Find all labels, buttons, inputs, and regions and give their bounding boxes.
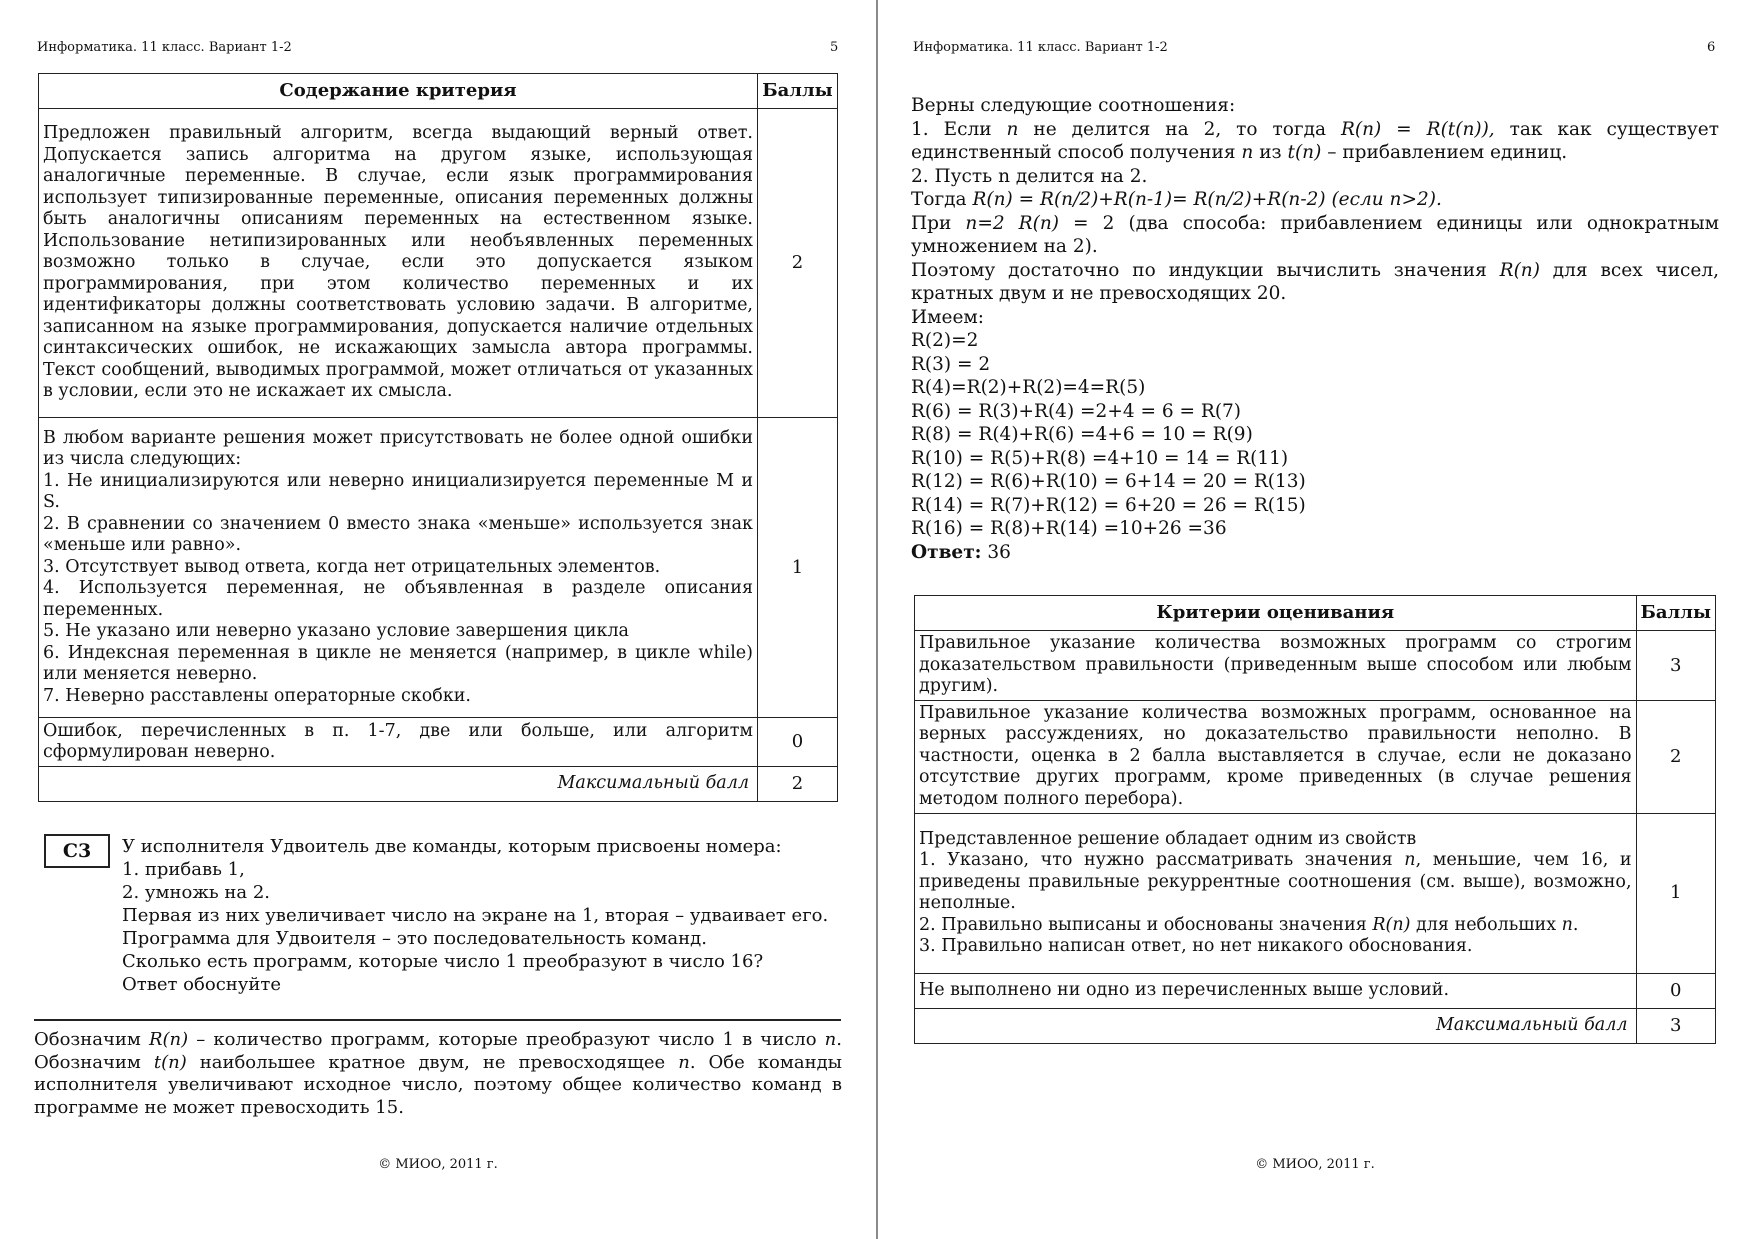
text: = 2 (два способа: прибавлением единицы или однократным умножением на 2). bbox=[911, 212, 1720, 257]
text: для небольших bbox=[1410, 914, 1562, 935]
criteria-table-right bbox=[914, 595, 1716, 1044]
list-item: 1. Не инициализируются или неверно инициализируется переменные M и S. bbox=[43, 470, 753, 513]
list-item: 7. Неверно расставлены операторные скобки. bbox=[43, 685, 471, 706]
text: наибольшее кратное двум, не превосходящее bbox=[186, 1051, 679, 1073]
solution-intro bbox=[34, 1029, 842, 1119]
equation: R(12) = R(6)+R(10) = 6+14 = 20 = R(13) bbox=[911, 471, 1306, 492]
table-row bbox=[915, 700, 1716, 813]
formula: R(n) bbox=[148, 1029, 189, 1050]
criterion-score: 1 bbox=[758, 418, 838, 718]
text: Обозначим bbox=[34, 1029, 149, 1050]
criterion-text: Предложен правильный алгоритм, всегда выдающий верный ответ. Допускается запись алгоритма на другом языке, использующая аналогичные переменные. В случае, если язык программирования использует типизированные переменные, описания переменных должны быть аналогичны описаниям переменных на естественном языке. Использование нетипизированных или необъявленных переменных возможно только в случае, если это допускается языком программирования, при этом количество переменных и их идентификаторы должны соответствовать условию задачи. В алгоритме, записанном на языке программирования, допускается наличие отдельных синтаксических ошибок, не искажающих замысла автора программы. Текст сообщений, выводимых программой, может отличаться от указанных в условии, если это не искажает их смысла. bbox=[39, 109, 758, 418]
page-footer: © МИОО, 2011 г. bbox=[378, 1157, 498, 1172]
task-line: Ответ обоснуйте bbox=[122, 974, 281, 995]
max-score-label: Максимальный балл bbox=[915, 1008, 1637, 1043]
equation: R(2)=2 bbox=[911, 330, 979, 351]
criterion-text bbox=[915, 813, 1637, 973]
max-score-value: 2 bbox=[758, 767, 838, 802]
text: . Обе команды исполнителя увеличивают исходное число, поэтому общее количество команд в программе не может превосходить 15. bbox=[34, 1051, 842, 1118]
text: так как существует единственный способ получения bbox=[911, 118, 1719, 163]
solution-text bbox=[911, 94, 1719, 564]
table-row bbox=[39, 718, 838, 767]
text: не делится на 2, то тогда bbox=[1018, 118, 1341, 140]
solution-line: Верны следующие соотношения: bbox=[911, 95, 1236, 116]
criterion-text: Правильное указание количества возможных программ, основанное на верных рассуждениях, но доказательство правильности неполно. В частности, оценка в 2 балла выставляется в случае, если не доказано отсутствие других программ, кроме приведенных (в случае решения методом полного перебора). bbox=[915, 700, 1637, 813]
formula: n bbox=[1404, 850, 1416, 870]
criterion-score: 3 bbox=[1636, 631, 1715, 701]
text: . bbox=[1572, 914, 1579, 935]
table-row bbox=[39, 418, 838, 718]
page-header: Информатика. 11 класс. Вариант 1-2 bbox=[913, 40, 1168, 55]
formula: R(n) bbox=[1372, 914, 1411, 935]
formula: n bbox=[678, 1051, 690, 1073]
solution-line: Имеем: bbox=[911, 306, 985, 328]
answer-label: Ответ: bbox=[911, 541, 982, 563]
task-line: Первая из них увеличивает число на экране на 1, вторая – удваивает его. bbox=[122, 905, 829, 926]
text: из bbox=[1253, 142, 1288, 163]
solution-line bbox=[911, 259, 1719, 306]
equation: R(14) = R(7)+R(12) = 6+20 = 26 = R(15) bbox=[911, 494, 1306, 516]
table-row bbox=[915, 1008, 1716, 1043]
list-item: 4. Используется переменная, не объявленная в разделе описания переменных. bbox=[43, 578, 753, 620]
criterion-text: Ошибок, перечисленных в п. 1-7, две или больше, или алгоритм сформулирован неверно. bbox=[39, 718, 758, 767]
text: . Обозначим bbox=[34, 1029, 842, 1073]
list-item: 2. В сравнении со значением 0 вместо знака «меньше» используется знак «меньше или равно». bbox=[43, 513, 753, 556]
formula: R(n) = R(n/2)+R(n-1)= R(n/2)+R(n-2) (если n>2). bbox=[972, 189, 1442, 210]
task-line: Сколько есть программ, которые число 1 преобразуют в число 16? bbox=[122, 951, 764, 972]
solution-line bbox=[911, 188, 1719, 212]
text: – прибавлением единиц. bbox=[1321, 142, 1568, 163]
list-item: 6. Индексная переменная в цикле не меняется (например, в цикле while) или меняется неверно. bbox=[43, 642, 753, 685]
max-score-value: 3 bbox=[1636, 1008, 1715, 1043]
solution-line: 2. Пусть n делится на 2. bbox=[911, 165, 1148, 187]
divider bbox=[34, 1019, 841, 1021]
task-statement bbox=[122, 835, 838, 996]
equation: R(16) = R(8)+R(14) =10+26 =36 bbox=[911, 518, 1227, 539]
list-item: 3. Отсутствует вывод ответа, когда нет отрицательных элементов. bbox=[43, 556, 661, 577]
criteria-table-left bbox=[38, 73, 838, 802]
criteria-header: Содержание критерия bbox=[39, 74, 758, 109]
score-header: Баллы bbox=[758, 74, 838, 109]
answer-line bbox=[911, 541, 1719, 565]
list-item: 3. Правильно написан ответ, но нет никакого обоснования. bbox=[919, 936, 1473, 956]
criterion-score: 2 bbox=[1636, 700, 1715, 813]
formula: n=2 R(n) bbox=[965, 212, 1059, 234]
max-score-label: Максимальный балл bbox=[39, 767, 758, 802]
text: 2. Правильно выписаны и обоснованы значения bbox=[919, 914, 1373, 935]
criterion-text: Правильное указание количества возможных программ со строгим доказательством правильности (приведенным выше способом или любым другим). bbox=[915, 631, 1637, 701]
criteria-header: Критерии оценивания bbox=[915, 596, 1637, 631]
criterion-score: 1 bbox=[1636, 813, 1715, 973]
criterion-intro: В любом варианте решения может присутствовать не более одной ошибки из числа следующих: bbox=[43, 427, 753, 470]
score-header: Баллы bbox=[1636, 596, 1715, 631]
formula: n bbox=[1006, 118, 1019, 140]
table-row bbox=[39, 767, 838, 802]
solution-line bbox=[911, 118, 1719, 165]
table-row bbox=[39, 109, 838, 418]
page-number: 6 bbox=[1707, 40, 1716, 55]
equation: R(10) = R(5)+R(8) =4+10 = 14 = R(11) bbox=[911, 447, 1289, 469]
formula: R(n) = R(t(n)), bbox=[1340, 118, 1495, 140]
text: для всех чисел, кратных двум и не превосходящих 20. bbox=[911, 259, 1719, 304]
page-header: Информатика. 11 класс. Вариант 1-2 bbox=[37, 40, 292, 55]
list-item: 5. Не указано или неверно указано условие завершения цикла bbox=[43, 621, 629, 642]
table-row bbox=[915, 973, 1716, 1008]
criterion-text: Не выполнено ни одно из перечисленных выше условий. bbox=[915, 973, 1637, 1008]
page-footer: © МИОО, 2011 г. bbox=[1255, 1157, 1375, 1172]
task-label: С3 bbox=[44, 834, 110, 868]
text: 1. Если bbox=[911, 118, 1007, 140]
text: – количество программ, которые преобразуют число 1 в число bbox=[188, 1029, 825, 1050]
formula: n bbox=[1561, 914, 1573, 935]
equation: R(4)=R(2)+R(2)=4=R(5) bbox=[911, 377, 1146, 398]
text: При bbox=[911, 212, 966, 234]
task-line: У исполнителя Удвоитель две команды, которым присвоены номера: bbox=[122, 836, 782, 857]
task-line: Программа для Удвоителя – это последовательность команд. bbox=[122, 928, 707, 949]
page-number: 5 bbox=[830, 40, 839, 55]
formula: n bbox=[1241, 142, 1254, 163]
criterion-intro: Представленное решение обладает одним из свойств bbox=[919, 828, 1417, 849]
formula: R(n) bbox=[1499, 259, 1540, 281]
answer-value: 36 bbox=[981, 541, 1011, 563]
task-line: 2. умножь на 2. bbox=[122, 882, 271, 903]
equation: R(8) = R(4)+R(6) =4+6 = 10 = R(9) bbox=[911, 424, 1253, 445]
solution-line bbox=[911, 212, 1719, 259]
criterion-score: 0 bbox=[758, 718, 838, 767]
text: , меньшие, чем 16, и приведены правильные рекуррентные соотношения (см. выше), возможно, неполные. bbox=[919, 850, 1632, 913]
equation: R(3) = 2 bbox=[911, 353, 991, 375]
list-item bbox=[919, 850, 1632, 915]
formula: t(n) bbox=[1287, 142, 1322, 163]
text: 1. Указано, что нужно рассматривать значения bbox=[919, 850, 1405, 870]
formula: n bbox=[824, 1029, 837, 1050]
equation: R(6) = R(3)+R(4) =2+4 = 6 = R(7) bbox=[911, 400, 1242, 422]
table-row bbox=[915, 631, 1716, 701]
page-right bbox=[877, 0, 1754, 1239]
criterion-text bbox=[39, 418, 758, 718]
list-item bbox=[919, 915, 1632, 937]
formula: t(n) bbox=[153, 1051, 187, 1073]
criterion-score: 0 bbox=[1636, 973, 1715, 1008]
task-line: 1. прибавь 1, bbox=[122, 859, 245, 880]
text: Поэтому достаточно по индукции вычислить значения bbox=[911, 259, 1500, 281]
text: Тогда bbox=[911, 189, 973, 210]
criterion-score: 2 bbox=[758, 109, 838, 418]
table-row bbox=[915, 813, 1716, 973]
